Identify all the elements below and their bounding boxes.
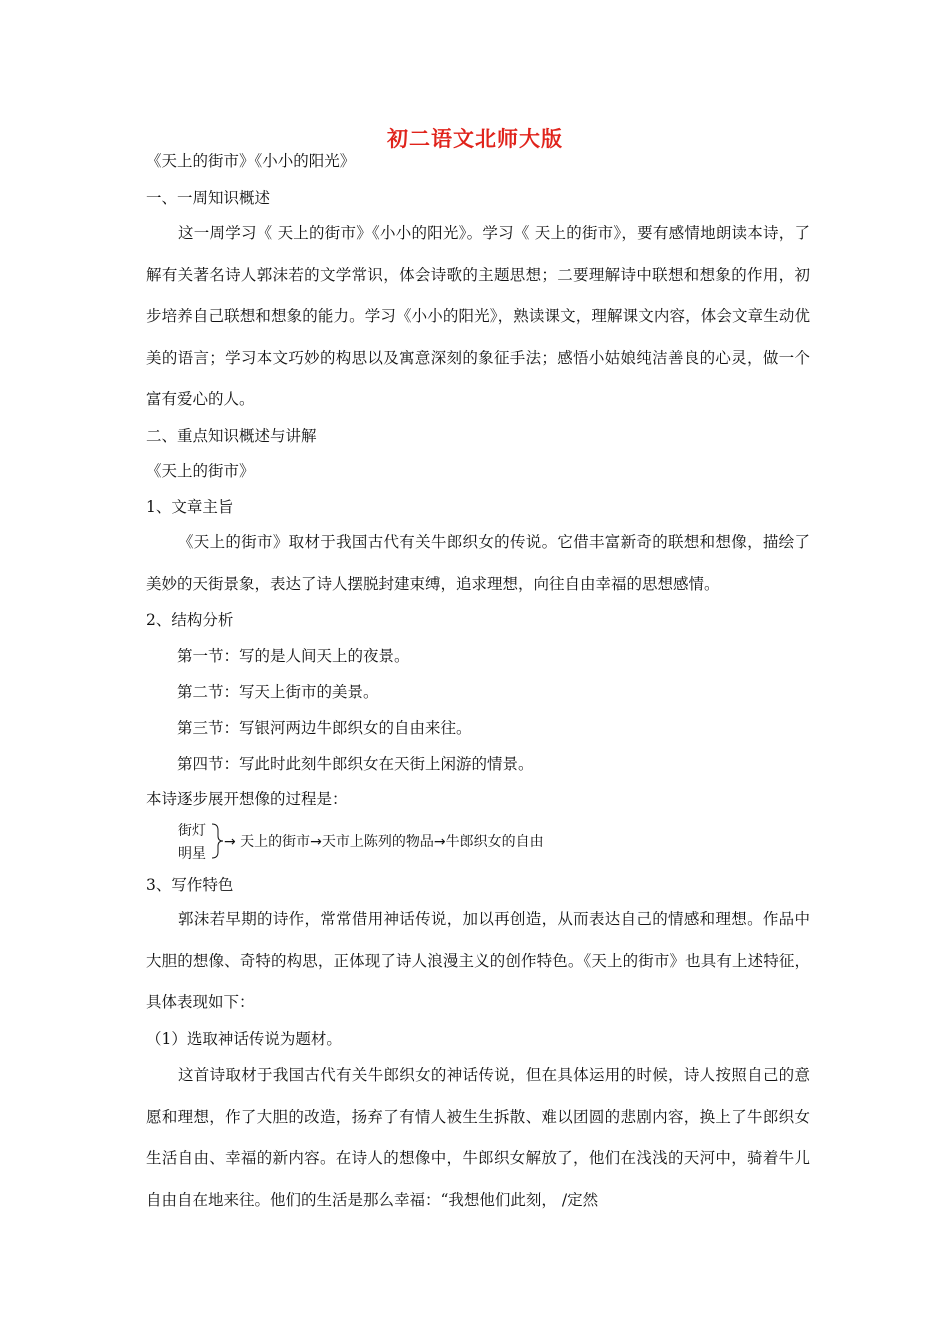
- structure-item: 第三节：写银河两边牛郎织女的自由来往。: [177, 719, 472, 737]
- document-title: 初二语文北师大版: [387, 126, 563, 151]
- theme-paragraph: 《天上的街市》取材于我国古代有关牛郎织女的传说。它借丰富新奇的联想和想像，描绘了美妙的天街景象，表达了诗人摆脱封建束缚，追求理想，向往自由幸福的思想感情。: [146, 533, 810, 593]
- section-1-paragraph: 这一周学习《 天上的街市》《小小的阳光》。学习《 天上的街市》，要有感情地朗读本诗，了解有关著名诗人郭沫若的文学常识，体会诗歌的主题思想；二要理解诗中联想和想象的作用，初步培养自己联想和想象的能力。学习《小小的阳光》，熟读课文，理解课文内容，体会文章生动优美的语言；学习本文巧妙的构思以及寓意深刻的象征手法；感悟小姑娘纯洁善良的心灵，做一个富有爱心的人。: [146, 224, 810, 408]
- structure-item: 第二节：写天上街市的美景。: [177, 683, 379, 701]
- structure-heading: 2、结构分析: [146, 611, 234, 629]
- diagram-brace: [212, 824, 223, 858]
- features-paragraph: 郭沫若早期的诗作，常常借用神话传说，加以再创造，从而表达自己的情感和理想。作品中大胆的想像、奇特的构思，正体现了诗人浪漫主义的创作特色。《天上的街市》也具有上述特征，具体表现如下：: [146, 910, 810, 1011]
- features-heading: 3、写作特色: [146, 876, 234, 894]
- lesson-titles: 《天上的街市》《小小的阳光》: [146, 152, 356, 170]
- structure-item: 第一节：写的是人间天上的夜景。: [177, 647, 410, 665]
- imagination-process-diagram: [168, 818, 588, 864]
- section-1-heading: 一、一周知识概述: [146, 189, 271, 207]
- imagination-process-label: 本诗逐步展开想像的过程是：: [146, 790, 348, 808]
- feature-1-heading: （1）选取神话传说为题材。: [146, 1030, 342, 1048]
- lesson-subtitle: 《天上的街市》: [146, 462, 255, 480]
- section-2-heading: 二、重点知识概述与讲解: [146, 427, 317, 445]
- diagram-stars-label: 明星: [178, 846, 206, 862]
- theme-heading: 1、文章主旨: [146, 498, 234, 516]
- structure-item: 第四节：写此时此刻牛郎织女在天街上闲游的情景。: [177, 755, 534, 773]
- feature-1-paragraph: 这首诗取材于我国古代有关牛郎织女的神话传说，但在具体运用的时候，诗人按照自己的意愿和理想，作了大胆的改造，扬弃了有情人被生生拆散、难以团圆的悲剧内容，换上了牛郎织女生活自由、幸福的新内容。在诗人的想像中，牛郎织女解放了，他们在浅浅的天河中，骑着牛儿自由自在地来往。他们的生活是那么幸福：“我想他们此刻， /定然: [146, 1066, 810, 1209]
- diagram-chain: → 天上的街市→天市上陈列的物品→牛郎织女的自由: [224, 834, 544, 850]
- diagram-street-lamp-label: 街灯: [178, 823, 206, 839]
